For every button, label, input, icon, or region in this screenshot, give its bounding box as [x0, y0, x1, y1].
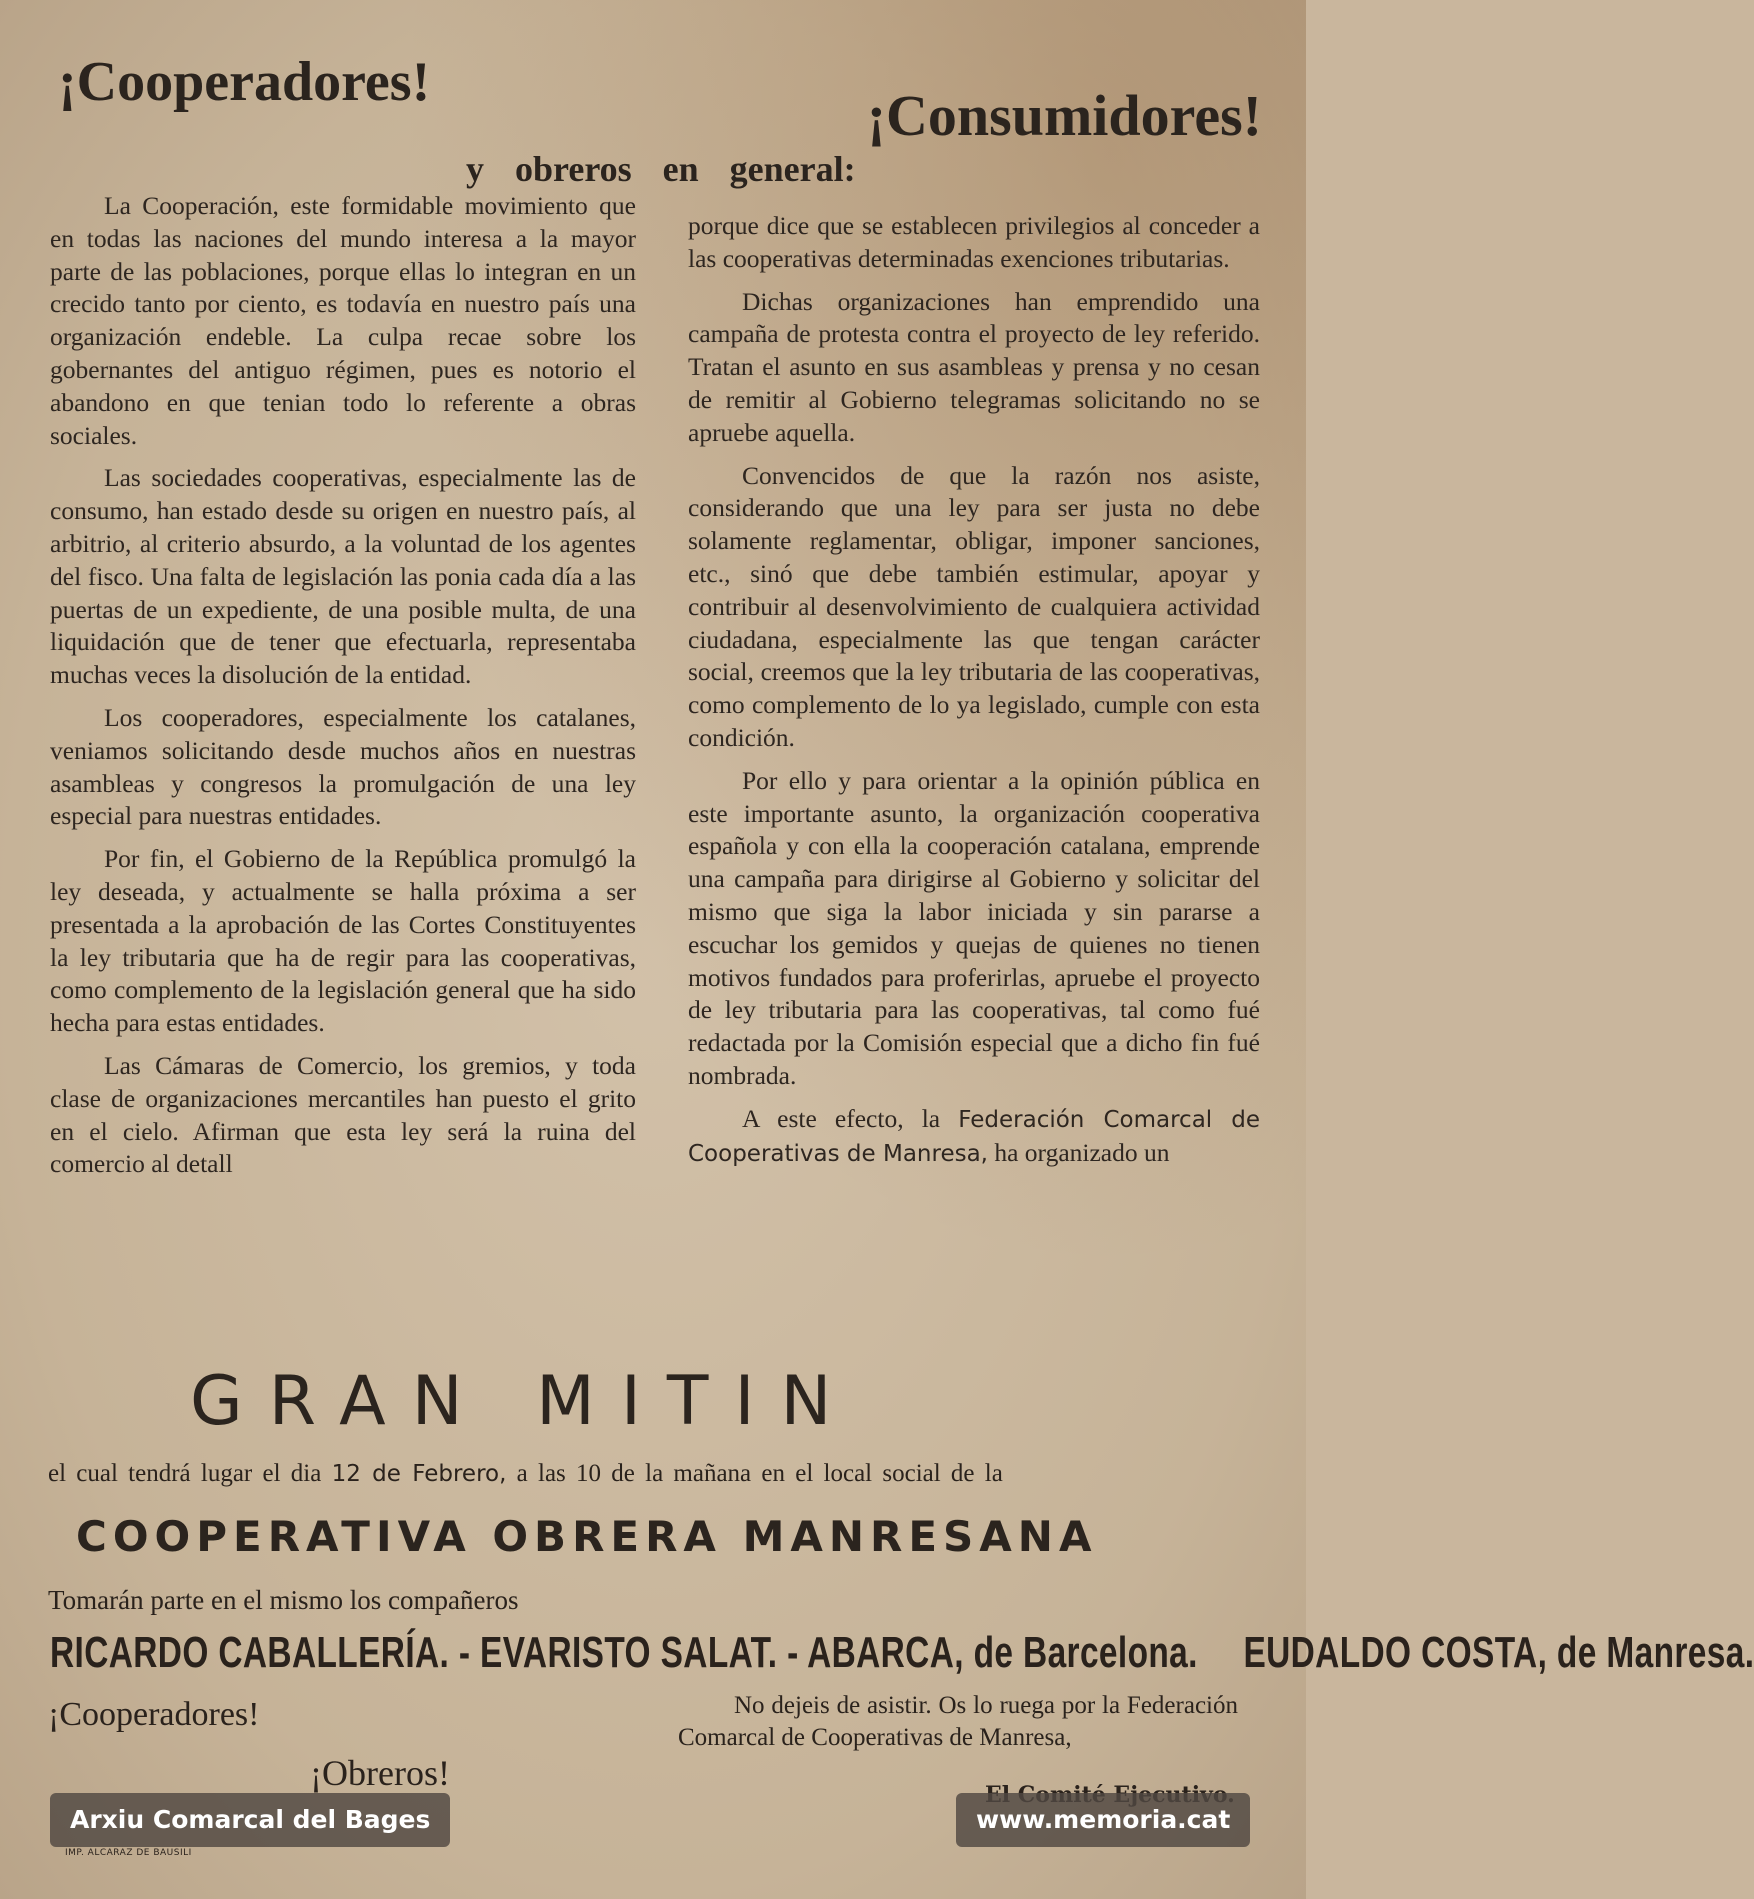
paragraph-federation: [688, 1103, 1260, 1171]
website-watermark: www.memoria.cat: [956, 1793, 1250, 1847]
left-column: [50, 190, 636, 1181]
event-info: [48, 1460, 1003, 1488]
closing-request: [678, 1690, 1238, 1754]
speakers: [50, 1628, 1754, 1678]
header-obreros: y obreros en general:: [466, 149, 856, 189]
event-date: 12 de Febrero,: [331, 1461, 507, 1487]
speakers-barcelona: RICARDO CABALLERÍA. - EVARISTO SALAT. - ABARCA, de Barcelona.: [50, 1628, 1198, 1677]
closing-cooperadores: ¡Cooperadores!: [48, 1696, 260, 1733]
speakers-manresa: EUDALDO COSTA, de Manresa.: [1243, 1628, 1754, 1677]
text: ha organizado un: [994, 1137, 1170, 1167]
participants-intro: Tomarán parte en el mismo los compañeros: [48, 1585, 519, 1615]
closing-text: No dejeis de asistir. Os lo ruega por la Federación Comarcal de Cooperativas de Manresa,: [678, 1692, 1238, 1751]
archive-watermark: Arxiu Comarcal del Bages: [50, 1793, 450, 1847]
text: A este efecto, la: [742, 1103, 941, 1133]
closing-obreros: ¡Obreros!: [310, 1753, 450, 1793]
paragraph: Las Cámaras de Comercio, los gremios, y toda clase de organizaciones mercantiles han puesto el grito en el cielo. Afirman que esta ley será la ruina del comercio al detall: [50, 1050, 636, 1179]
header-consumidores: ¡Consumidores!: [866, 83, 1262, 148]
federation-name: Federación Comarcal de Cooperativas de Manresa,: [688, 1106, 1260, 1167]
header-cooperadores: ¡Cooperadores!: [58, 51, 431, 113]
right-column: [688, 210, 1260, 1170]
text: a las 10 de la mañana en el local social de la: [516, 1460, 1003, 1487]
paragraph: Dichas organizaciones han emprendido una campaña de protesta contra el proyecto de ley referido. Tratan el asunto en sus asambleas y prensa y no cesan de remitir al Gobierno telegramas solicitando no se apruebe aquella.: [688, 286, 1260, 447]
paragraph: Las sociedades cooperativas, especialmente las de consumo, han estado desde su origen en nuestro país, al arbitrio, al criterio absurdo, a la voluntad de los agentes del fisco. Una falta de legislación las ponia cada día a las puertas de un expediente, de una posible multa, de una liquidación que de tener que efectuarla, representaba muchas veces la disolución de la entidad.: [50, 463, 636, 690]
paragraph: Por fin, el Gobierno de la República promulgó la ley deseada, y actualmente se halla próxima a ser presentada a la aprobación de las Cortes Constituyentes la ley tributaria que ha de regir para las cooperativas, como complemento de la legislación general que ha sido hecha para estas entidades.: [50, 844, 636, 1038]
paragraph: Convencidos de que la razón nos asiste, considerando que una ley para ser justa no debe solamente reglamentar, obligar, imponer sanciones, etc., sinó que debe también estimular, apoyar y contribuir al desenvolvimiento de cualquiera actividad ciudadana, especialmente las que tengan carácter social, creemos que la ley tributaria de las cooperativas, como complemento de lo ya legislado, cumple con esta condición.: [688, 460, 1260, 752]
event-title: GRAN MITIN: [190, 1362, 858, 1441]
printer-imprint: IMP. ALCARAZ DE BAUSILI: [65, 1848, 192, 1858]
paragraph: porque dice que se establecen privilegios al conceder a las cooperativas determinadas exenciones tributarias.: [688, 211, 1260, 273]
venue-name: COOPERATIVA OBRERA MANRESANA: [76, 1512, 1098, 1561]
paragraph: Los cooperadores, especialmente los catalanes, veniamos solicitando desde muchos años en nuestras asambleas y congresos la promulgación de una ley especial para nuestras entidades.: [50, 702, 636, 831]
paragraph: La Cooperación, este formidable movimiento que en todas las naciones del mundo interesa a la mayor parte de las poblaciones, porque ellas lo integran en un crecido tanto por ciento, es todavía en nuestro país una organización endeble. La culpa recae sobre los gobernantes del antiguo régimen, pues es notorio el abandono en que tenian todo lo referente a obras sociales.: [50, 191, 636, 450]
text: el cual tendrá lugar el dia: [48, 1460, 322, 1487]
paragraph: Por ello y para orientar a la opinión pública en este importante asunto, la organización cooperativa española y con ella la cooperación catalana, emprende una campaña para dirigirse al Gobierno y solicitar del mismo que siga la labor iniciada y sin pararse a escuchar los gemidos y quejas de quienes no tienen motivos fundados para proferirlas, apruebe el proyecto de ley tributaria para las cooperativas, tal como fué redactada por la Comisión especial que a dicho fin fué nombrada.: [688, 765, 1260, 1090]
